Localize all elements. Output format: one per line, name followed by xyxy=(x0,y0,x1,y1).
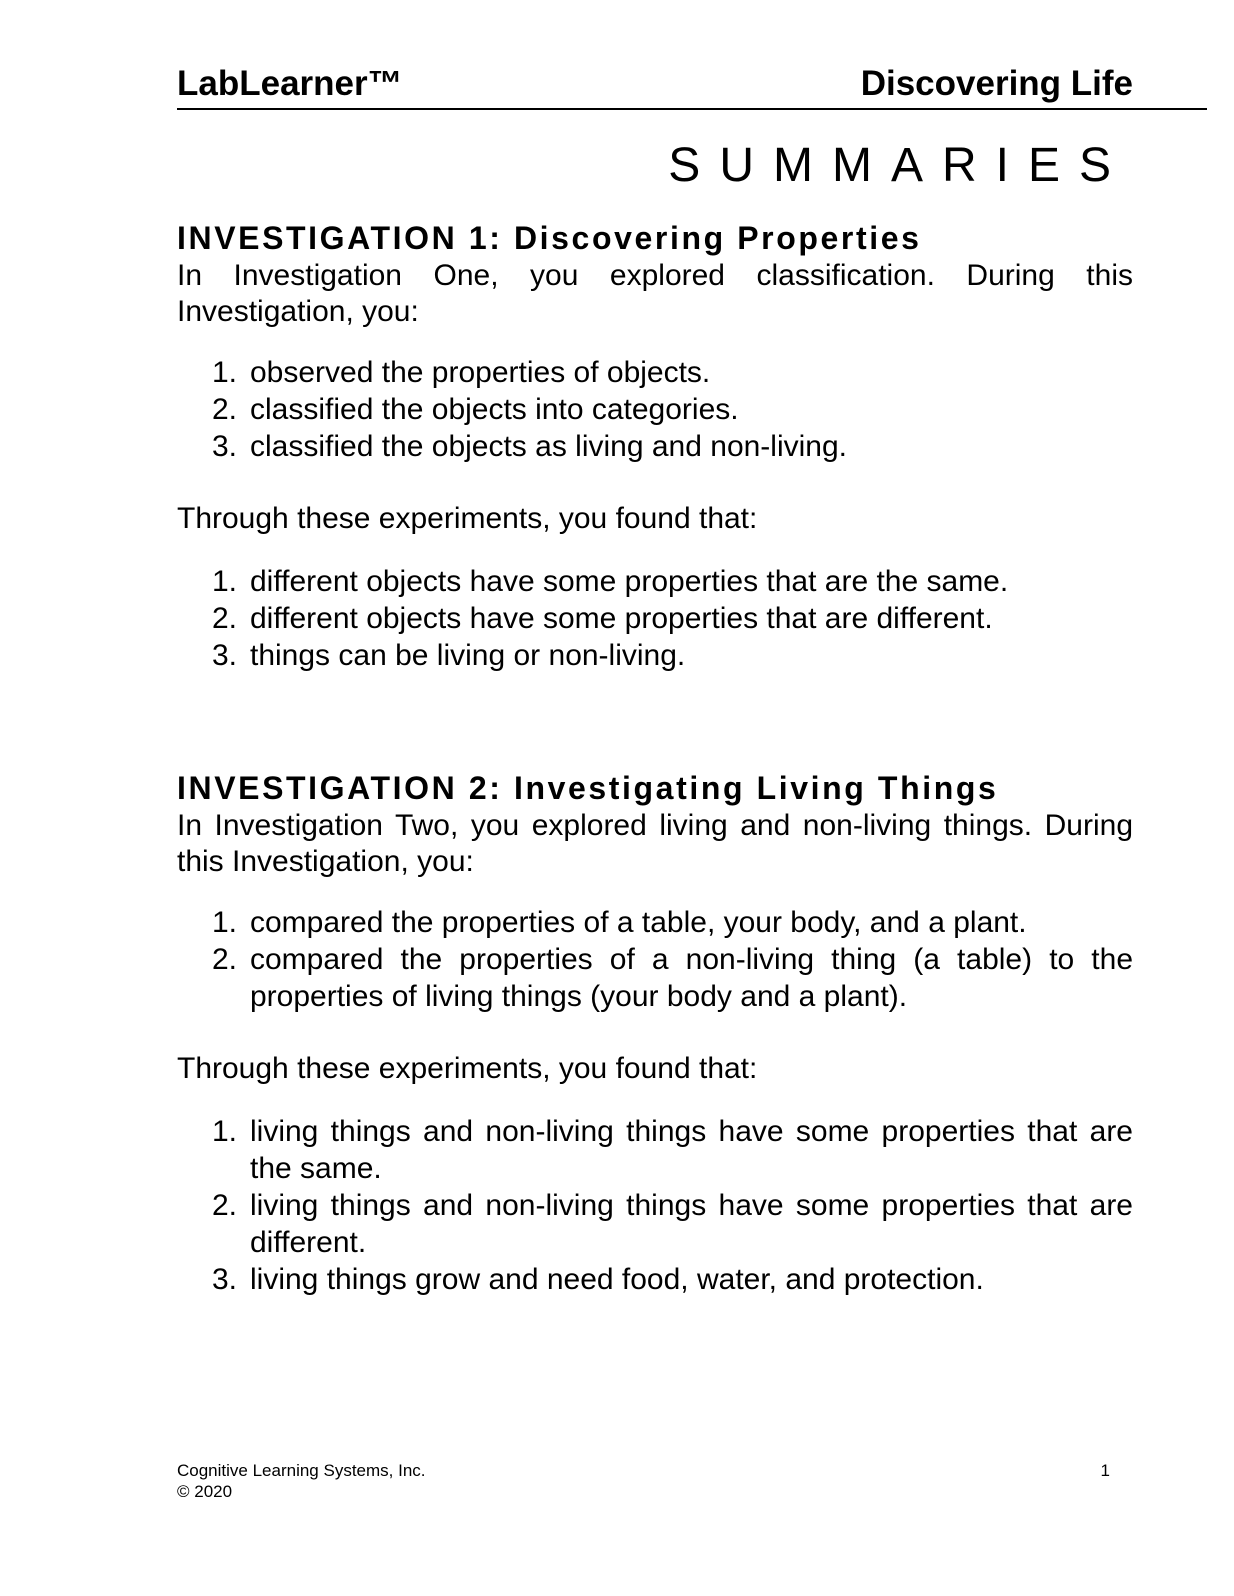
brand-name: LabLearner™ xyxy=(177,64,403,103)
activities-list xyxy=(177,904,1133,1015)
list-item xyxy=(177,1261,1133,1298)
findings-intro: Through these experiments, you found that: xyxy=(177,1052,758,1085)
list-item-text: living things grow and need food, water, and protection. xyxy=(250,1263,984,1296)
list-number: 3. xyxy=(212,1263,238,1296)
investigation-heading: INVESTIGATION 1: Discovering Properties xyxy=(177,220,922,256)
list-item-text: compared the properties of a non-living thing (a table) to the properties of living things (your body and a plant). xyxy=(250,943,1133,1013)
list-item xyxy=(177,637,1133,674)
list-number: 2. xyxy=(212,393,238,426)
list-number: 1. xyxy=(212,906,238,939)
list-item-text: things can be living or non-living. xyxy=(250,639,686,672)
findings-intro: Through these experiments, you found that: xyxy=(177,502,758,535)
activities-list xyxy=(177,354,1133,465)
list-item-text: compared the properties of a table, your body, and a plant. xyxy=(250,906,1027,939)
list-item-text: different objects have some properties that are different. xyxy=(250,602,993,635)
list-item xyxy=(177,1113,1133,1187)
investigation-1-section xyxy=(177,218,1133,674)
investigation-heading: INVESTIGATION 2: Investigating Living Things xyxy=(177,770,999,806)
document-title: Discovering Life xyxy=(860,64,1133,103)
list-number: 3. xyxy=(212,430,238,463)
page-heading: SUMMARIES xyxy=(668,139,1130,192)
findings-list xyxy=(177,563,1133,674)
investigation-intro: In Investigation One, you explored classification. During this Investigation, you: xyxy=(177,259,1133,328)
findings-list xyxy=(177,1113,1133,1298)
footer-company: Cognitive Learning Systems, Inc. xyxy=(177,1461,426,1480)
list-number: 2. xyxy=(212,1189,238,1222)
page-header xyxy=(177,62,1207,110)
list-item-text: observed the properties of objects. xyxy=(250,356,711,389)
list-number: 1. xyxy=(212,356,238,389)
investigation-intro: In Investigation Two, you explored living and non-living things. During this Investigation, you: xyxy=(177,809,1133,878)
list-number: 1. xyxy=(212,1115,238,1148)
list-number: 2. xyxy=(212,943,238,976)
list-item-text: different objects have some properties that are the same. xyxy=(250,565,1009,598)
list-item-text: classified the objects as living and non-living. xyxy=(250,430,847,463)
investigation-2-section xyxy=(177,768,1133,1298)
list-item xyxy=(177,391,1133,428)
page-number: 1 xyxy=(1100,1461,1110,1480)
list-number: 2. xyxy=(212,602,238,635)
list-item xyxy=(177,904,1133,941)
list-number: 1. xyxy=(212,565,238,598)
list-item-text: living things and non-living things have some properties that are the same. xyxy=(250,1115,1133,1185)
list-number: 3. xyxy=(212,639,238,672)
list-item-text: living things and non-living things have some properties that are different. xyxy=(250,1189,1133,1259)
list-item xyxy=(177,354,1133,391)
footer-copyright: © 2020 xyxy=(177,1482,233,1501)
list-item-text: classified the objects into categories. xyxy=(250,393,739,426)
list-item xyxy=(177,428,1133,465)
list-item xyxy=(177,1187,1133,1261)
list-item xyxy=(177,941,1133,1015)
list-item xyxy=(177,600,1133,637)
list-item xyxy=(177,563,1133,600)
